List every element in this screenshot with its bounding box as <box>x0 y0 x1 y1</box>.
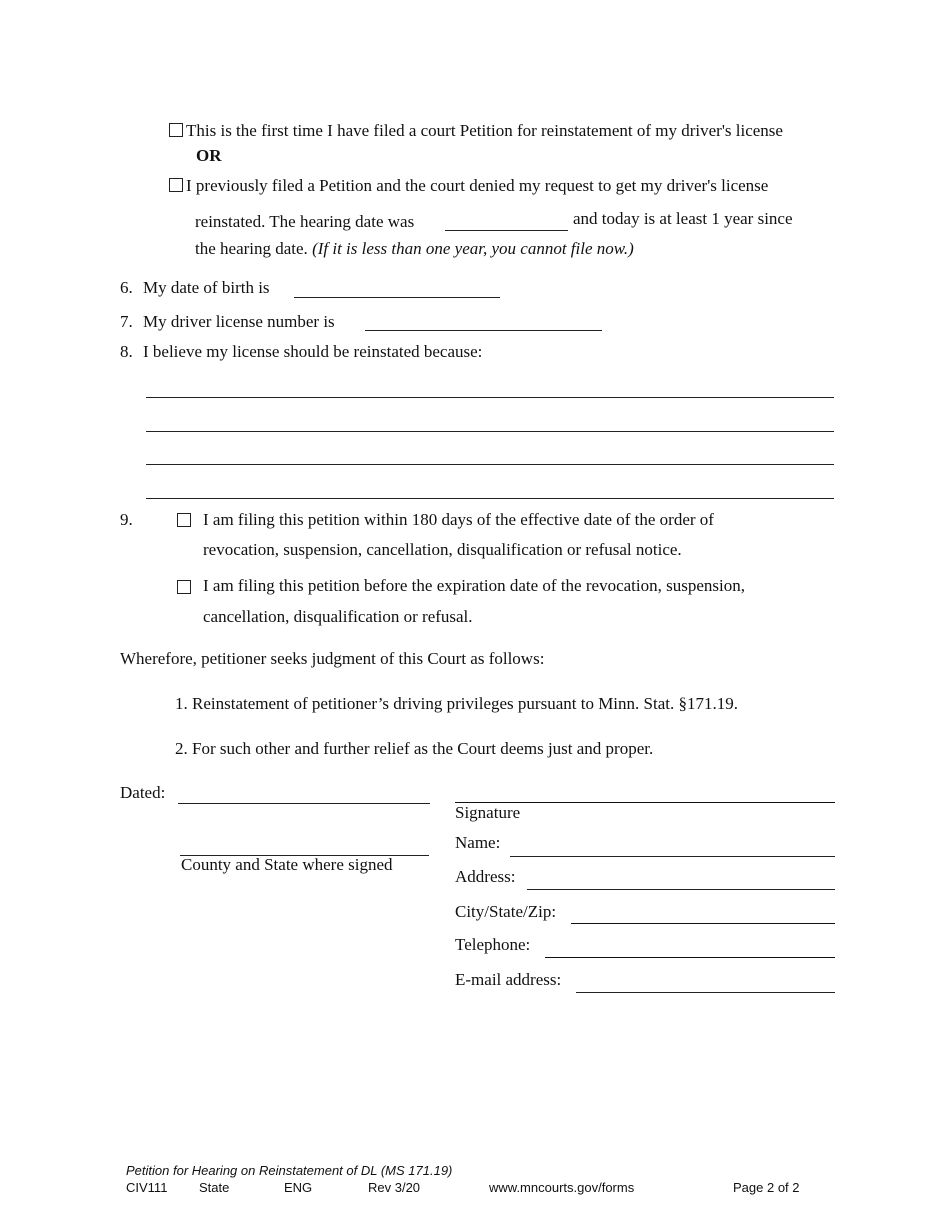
before-expiration-line1: I am filing this petition before the expiration date of the revocation, suspension, <box>203 576 745 595</box>
reason-line[interactable] <box>146 431 834 432</box>
item8-number: 8. <box>120 342 133 361</box>
previous-petition-option-text: I previously filed a Petition and the court denied my request to get my driver's license <box>186 176 769 195</box>
address-label: Address: <box>455 867 516 886</box>
address-field[interactable] <box>527 889 835 890</box>
before-expiration-line2: cancellation, disqualification or refusal. <box>203 607 473 626</box>
item9-number: 9. <box>120 510 133 529</box>
within-180-days-line2: revocation, suspension, cancellation, disqualification or refusal notice. <box>203 540 682 559</box>
reason-line[interactable] <box>146 464 834 465</box>
signature-label: Signature <box>455 803 521 822</box>
reason-line[interactable] <box>146 397 834 398</box>
telephone-field[interactable] <box>545 957 835 958</box>
hearing-date-prefix: reinstated. The hearing date was <box>195 212 415 231</box>
wherefore-intro: Wherefore, petitioner seeks judgment of this Court as follows: <box>120 649 545 668</box>
item7-label: My driver license number is <box>143 312 335 331</box>
relief-item-1: 1. Reinstatement of petitioner’s driving privileges pursuant to Minn. Stat. §171.19. <box>175 694 738 713</box>
item6-label: My date of birth is <box>143 278 270 297</box>
item8-label: I believe my license should be reinstated because: <box>143 342 483 361</box>
driver-license-number-field[interactable] <box>365 330 602 331</box>
footer-website: www.mncourts.gov/forms <box>489 1180 635 1195</box>
name-field[interactable] <box>510 856 835 857</box>
hearing-date-suffix: and today is at least 1 year since <box>573 209 793 228</box>
item7-number: 7. <box>120 312 133 331</box>
dated-label: Dated: <box>120 783 166 802</box>
or-label: OR <box>196 146 222 165</box>
county-state-label: County and State where signed <box>181 855 393 874</box>
hearing-date-line3 <box>195 240 634 257</box>
first-time-option-text: This is the first time I have filed a court Petition for reinstatement of my driver's license <box>186 121 783 140</box>
footer-form-id: CIV111 <box>126 1180 168 1195</box>
footer-revision: Rev 3/20 <box>368 1180 421 1195</box>
before-expiration-checkbox[interactable] <box>177 580 191 594</box>
footer-jurisdiction: State <box>199 1180 230 1195</box>
relief-item-2: 2. For such other and further relief as the Court deems just and proper. <box>175 739 654 758</box>
within-180-days-checkbox[interactable] <box>177 513 191 527</box>
footer-form-title: Petition for Hearing on Reinstatement of DL (MS 171.19) <box>126 1163 453 1178</box>
hearing-date-note: (If it is less than one year, you cannot file now.) <box>312 239 634 258</box>
first-time-checkbox[interactable] <box>169 123 183 137</box>
email-label: E-mail address: <box>455 970 562 989</box>
name-label: Name: <box>455 833 501 852</box>
hearing-date-line3-text: the hearing date. <box>195 239 308 258</box>
date-of-birth-field[interactable] <box>294 297 500 298</box>
item6-number: 6. <box>120 278 133 297</box>
city-state-zip-label: City/State/Zip: <box>455 902 557 921</box>
dated-field[interactable] <box>178 803 430 804</box>
reason-line[interactable] <box>146 498 834 499</box>
footer-language: ENG <box>284 1180 313 1195</box>
footer-page-number: Page 2 of 2 <box>733 1180 800 1195</box>
email-field[interactable] <box>576 992 835 993</box>
previous-petition-checkbox[interactable] <box>169 178 183 192</box>
hearing-date-field[interactable] <box>445 230 568 231</box>
city-state-zip-field[interactable] <box>571 923 835 924</box>
telephone-label: Telephone: <box>455 935 531 954</box>
within-180-days-line1: I am filing this petition within 180 days of the effective date of the order of <box>203 510 714 529</box>
